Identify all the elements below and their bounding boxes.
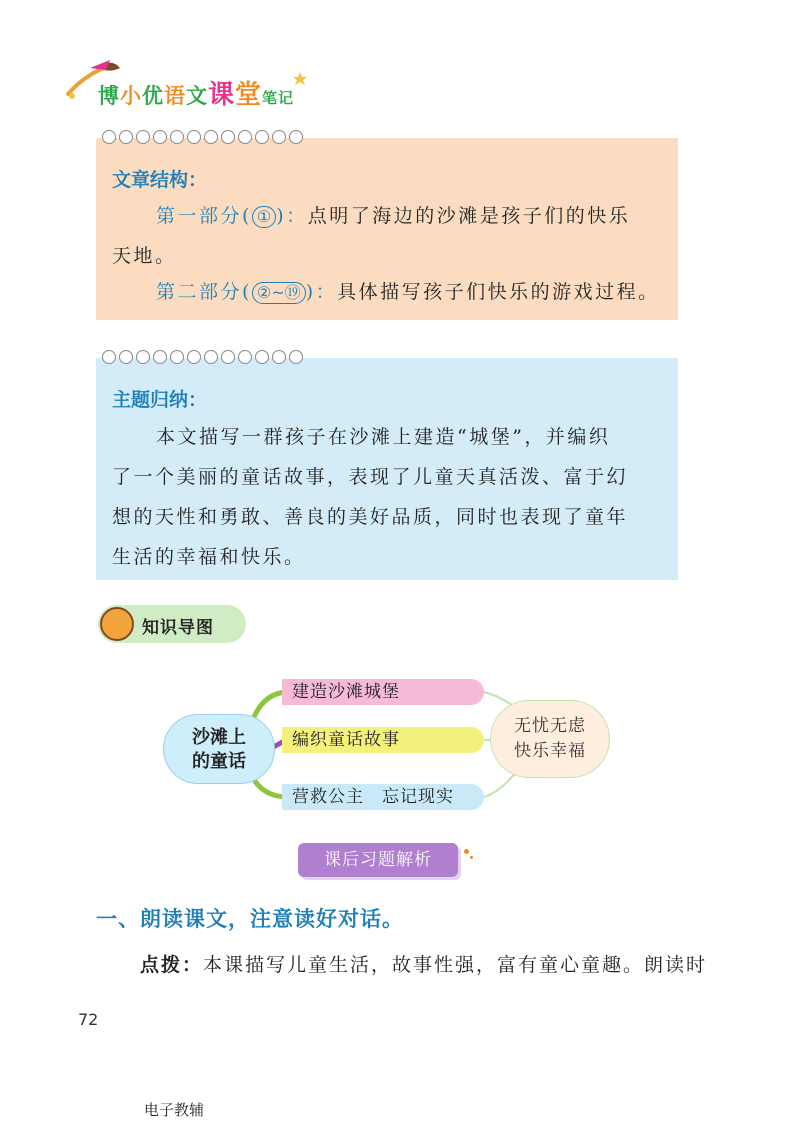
- logo-char: 文: [186, 84, 208, 108]
- logo-char: 小: [120, 84, 142, 108]
- part-close: )：: [276, 205, 308, 227]
- paragraph-number: ②~⑲: [252, 282, 306, 304]
- paragraph-number: ①: [252, 206, 276, 228]
- mind-map-branch: 建造沙滩城堡: [282, 679, 484, 705]
- mind-map-center-node: [163, 714, 275, 784]
- page-number: 72: [78, 1010, 99, 1029]
- logo-char: 博: [98, 84, 120, 108]
- part-text: 天地。: [112, 245, 177, 267]
- mind-map-branch: 编织童话故事: [282, 727, 484, 753]
- summary-line: 快乐幸福: [514, 741, 586, 761]
- structure-heading: 文章结构：: [112, 169, 208, 191]
- part-label: 第一部分(: [156, 205, 252, 227]
- center-line: 的童话: [192, 751, 246, 772]
- part-text: 具体描写孩子们快乐的游戏过程。: [337, 281, 660, 303]
- theme-line: 本文描写一群孩子在沙滩上建造“城堡”，并编织: [156, 426, 611, 448]
- logo-char: 笔记: [262, 89, 295, 107]
- summary-line: 无忧无虑: [514, 716, 586, 736]
- theme-line: 了一个美丽的童话故事，表现了儿童天真活泼、富于幻: [112, 466, 629, 488]
- logo-char: 优: [142, 84, 164, 108]
- mind-map-branch: 营救公主 忘记现实: [282, 784, 484, 810]
- sparkle-icon: [464, 849, 469, 854]
- logo-char: 堂: [235, 80, 263, 110]
- sparkle-icon: [470, 856, 473, 859]
- exercise-analysis-button[interactable]: 课后习题解析: [298, 843, 458, 877]
- hint-text: 本课描写儿童生活，故事性强，富有童心童趣。朗读时: [203, 954, 708, 976]
- footer-label: 电子教辅: [144, 1101, 205, 1119]
- theme-line: 想的天性和勇敢、善良的美好品质，同时也表现了童年: [112, 506, 629, 528]
- hint-label: 点拨：: [140, 954, 204, 976]
- mind-map-summary-node: [490, 700, 610, 778]
- part-text: 点明了海边的沙滩是孩子们的快乐: [307, 205, 631, 227]
- banner-label: 知识导图: [142, 618, 214, 638]
- part-label: 第二部分(: [156, 281, 252, 303]
- question-title: 一、朗读课文，注意读好对话。: [96, 907, 404, 931]
- theme-heading: 主题归纳：: [112, 389, 208, 411]
- logo-char: 语: [164, 84, 186, 108]
- question-hint: [140, 950, 707, 977]
- part-close: )：: [305, 281, 338, 303]
- center-line: 沙滩上: [192, 727, 246, 748]
- theme-line: 生活的幸福和快乐。: [112, 546, 306, 568]
- logo-char: 课: [208, 80, 236, 110]
